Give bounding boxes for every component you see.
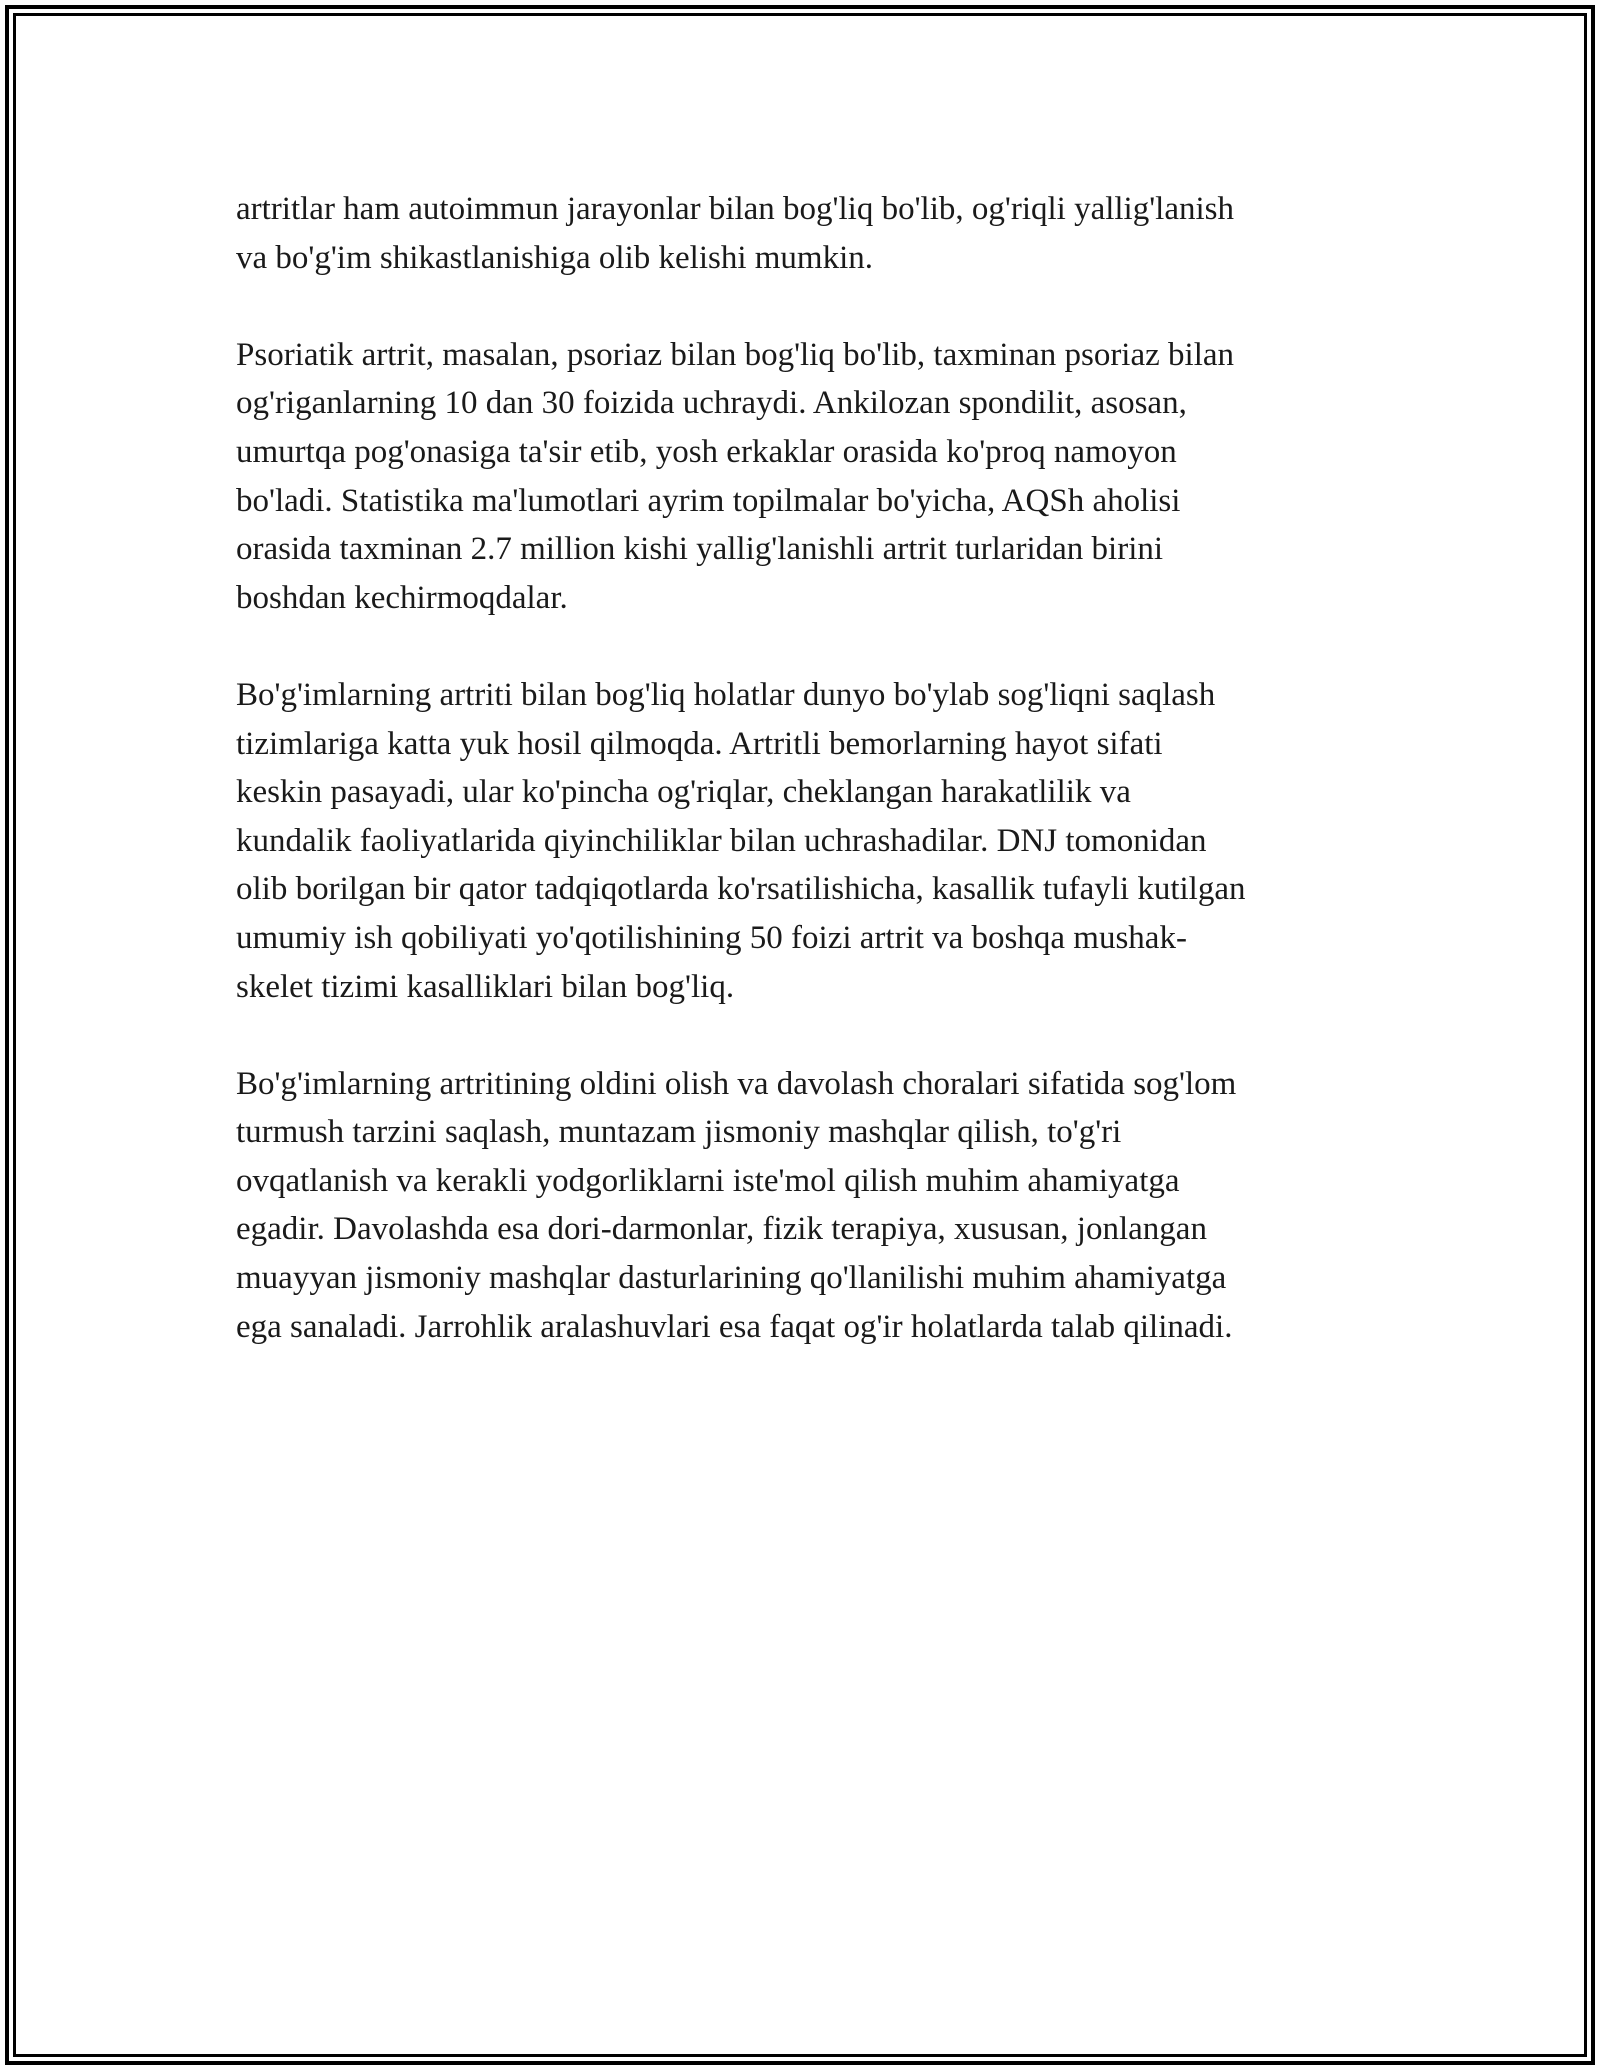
paragraph: artritlar ham autoimmun jarayonlar bilan bog'liq bo'lib, og'riqli yallig'lanish va bo'g'im shikastlanishiga olib kelishi mumkin. bbox=[236, 191, 1234, 276]
paragraph: Bo'g'imlarning artriti bilan bog'liq holatlar dunyo bo'ylab sog'liqni saqlash tizimlariga katta yuk hosil qilmoqda. Artritli bemorlarning hayot sifati keskin pasayadi, ular ko'pincha og'riqlar, cheklangan harakatlilik va kundalik faoliyatlarida qiyinchiliklar bilan uchrashadilar. DNJ tomonidan olib borilgan bir qator tadqiqotlarda ko'rsatilishicha, kasallik tufayli kutilgan umumiy ish qobiliyati yo'qotilishining 50 foizi artrit va boshqa mushak- skelet tizimi kasalliklari bilan bog'liq. bbox=[236, 676, 1246, 1005]
paragraph: Bo'g'imlarning artritining oldini olish va davolash choralari sifatida sog'lom turmush tarzini saqlash, muntazam jismoniy mashqlar qilish, to'g'ri ovqatlanish va kerakli yodgorliklarni iste'mol qilish muhim ahamiyatga egadir. Davolashda esa dori-darmonlar, fizik terapiya, xususan, jonlangan muayyan jismoniy mashqlar dasturlarining qo'llanilishi muhim ahamiyatga ega sanaladi. Jarrohlik aralashuvlari esa faqat og'ir holatlarda talab qilinadi. bbox=[236, 1065, 1237, 1345]
document-body bbox=[236, 185, 1376, 1400]
paragraph: Psoriatik artrit, masalan, psoriaz bilan bog'liq bo'lib, taxminan psoriaz bilan og'riganlarning 10 dan 30 foizida uchraydi. Ankilozan spondilit, asosan, umurtqa pog'onasiga ta'sir etib, yosh erkaklar orasida ko'proq namoyon bo'ladi. Statistika ma'lumotlari ayrim topilmalar bo'yicha, AQSh aholisi orasida taxminan 2.7 million kishi yallig'lanishli artrit turlaridan birini boshdan kechirmoqdalar. bbox=[236, 336, 1235, 616]
